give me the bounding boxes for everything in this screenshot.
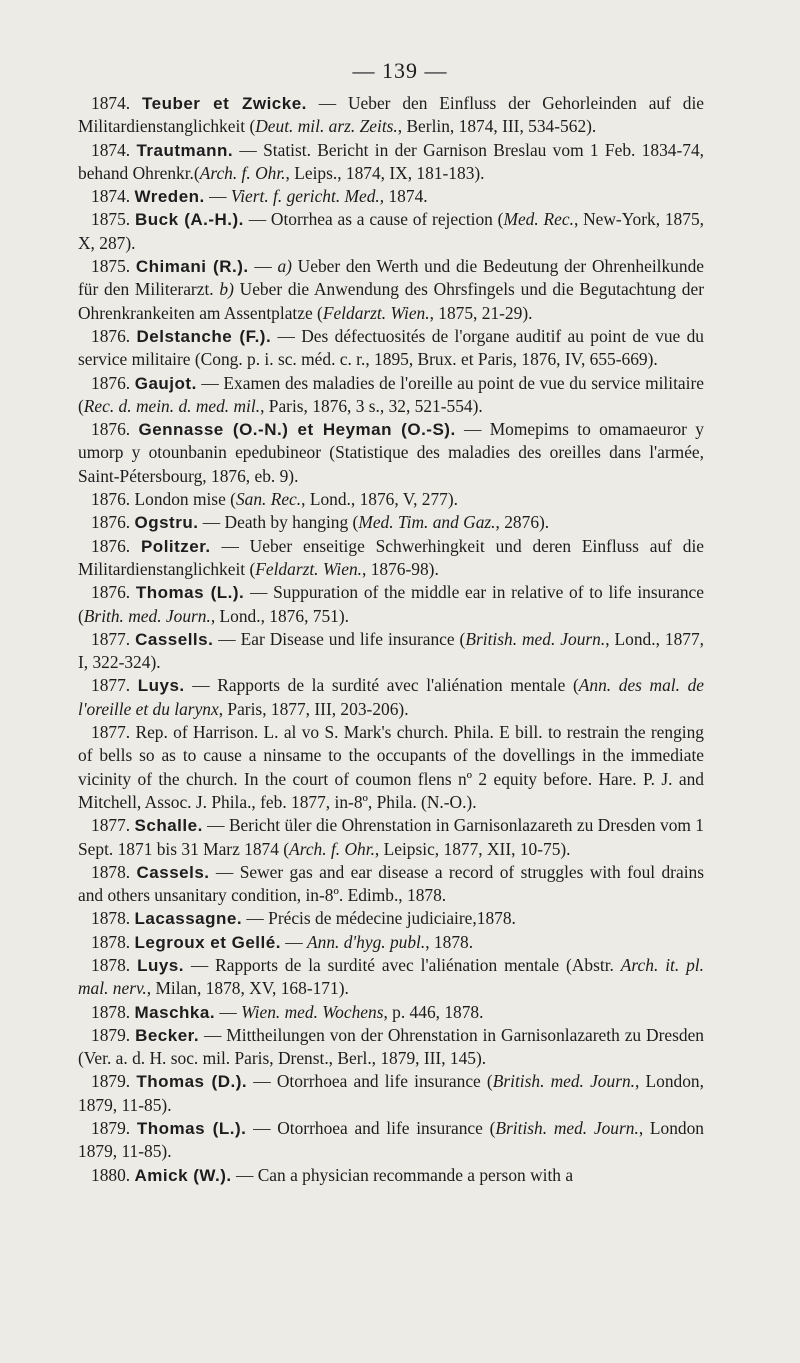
entry-journal-title: British. med. Journ. <box>465 628 606 649</box>
entry-journal-title: b) <box>219 279 234 300</box>
entry-journal-title: Feldarzt. Wien. <box>255 558 362 579</box>
entry-author: Politzer. <box>140 536 211 556</box>
bibliography-entry <box>78 488 704 511</box>
entry-author: Cassells. <box>135 629 214 649</box>
bibliography-entry <box>78 628 704 675</box>
entry-year: 1874. <box>91 186 131 207</box>
entry-text: — Momepims to omamaeuror y umorp y otounbanin epedubineor (Statistique des maladies des oreilles dans l'armée, Saint-Pétersbourg, 1876, eb. 9). <box>78 419 704 486</box>
entry-year: 1879. <box>91 1118 131 1139</box>
entry-year: 1878. <box>91 954 131 975</box>
entry-year: 1876. <box>91 582 131 603</box>
entry-journal-title: Ann. d'hyg. publ. <box>307 931 426 952</box>
entry-year: 1879. <box>91 1071 131 1092</box>
bibliography-entry <box>78 92 704 139</box>
entry-author: Thomas (D.). <box>136 1072 248 1092</box>
entry-text: , London 1879, 11-85). <box>78 1118 704 1162</box>
entry-text: , Milan, 1878, XV, 168-171). <box>146 978 349 999</box>
bibliography-entry <box>78 581 704 628</box>
bibliography-entry <box>78 907 704 930</box>
entry-journal-title: a) <box>277 256 292 277</box>
page-number: — 139 — <box>352 58 448 83</box>
entry-text: , London, 1879, 11-85). <box>78 1071 704 1115</box>
entry-text: — <box>204 186 231 207</box>
entry-year: 1876. <box>91 419 131 440</box>
entry-text: — Ear Disease und life insurance ( <box>213 628 466 649</box>
entry-author: Becker. <box>135 1025 200 1045</box>
entry-journal-title: Arch. it. pl. mal. nerv. <box>78 954 704 999</box>
entry-author: Delstanche (F.). <box>136 326 272 346</box>
entry-text: , Paris, 1876, 3 s., 32, 521-554). <box>260 395 483 416</box>
entry-journal-title: Deut. mil. arz. Zeits. <box>255 116 398 137</box>
entry-year: 1874. <box>91 93 131 113</box>
entry-text: , 1876-98). <box>362 558 439 579</box>
entry-year: 1876. <box>91 372 131 393</box>
entry-author: Gaujot. <box>134 373 197 393</box>
entry-year: 1877. <box>91 675 131 696</box>
bibliography-entry <box>78 1070 704 1117</box>
entry-text: — Otorrhoea and life insurance ( <box>247 1071 493 1092</box>
entry-year: 1878. <box>91 908 131 929</box>
entry-year: 1877. <box>91 722 131 743</box>
entry-author: Buck (A.-H.). <box>134 210 244 230</box>
entry-journal-title: British. med. Journ. <box>492 1071 635 1092</box>
bibliography-entry <box>78 721 704 814</box>
entry-year: 1878. <box>91 861 131 882</box>
entry-author: Trautmann. <box>136 140 234 160</box>
entry-year: 1877. <box>91 815 131 836</box>
entry-journal-title: San. Rec. <box>235 489 302 510</box>
entry-year: 1880. <box>91 1164 131 1185</box>
entry-text: — Can a physician recommande a person with a <box>231 1164 574 1185</box>
entry-year: 1876. <box>91 325 131 346</box>
entry-text: , 1875, 21-29). <box>429 302 533 323</box>
entry-text: — Rapports de la surdité avec l'aliénation mentale (Abstr. <box>183 954 621 975</box>
entry-journal-title: Feldarzt. Wien. <box>322 302 430 323</box>
entry-text: — Otorrhoea and life insurance ( <box>246 1118 496 1139</box>
entry-text: , Lond., 1876, V, 277). <box>301 489 458 510</box>
entry-year: 1876. <box>91 512 131 533</box>
entry-year: 1876. <box>91 535 131 556</box>
entry-text: — Suppuration of the middle ear in relative of to life insurance ( <box>78 582 704 626</box>
bibliography-entry <box>78 954 704 1001</box>
entry-journal-title: Arch. f. Ohr. <box>199 162 286 183</box>
entry-journal-title: Viert. f. gericht. Med. <box>230 186 380 207</box>
bibliography-entry <box>78 1164 704 1187</box>
entry-year: 1874. <box>91 139 131 160</box>
bibliography-entry <box>78 674 704 721</box>
entry-author: Maschka. <box>134 1002 216 1022</box>
bibliography-entry <box>78 139 704 186</box>
entry-author: Amick (W.). <box>134 1165 232 1185</box>
entry-text: , 1878. <box>425 931 474 952</box>
entry-text: — Bericht üler die Ohrenstation in Garnisonlazareth zu Dresden vom 1 Sept. 1871 bis 31 Marz 1874 ( <box>78 815 704 859</box>
entry-text: London mise ( <box>134 489 236 510</box>
entry-text: — Mittheilungen von der Ohrenstation in Garnisonlazareth zu Dresden (Ver. a. d. H. soc. mil. Paris, Drenst., Berl., 1879, III, 145). <box>78 1024 704 1069</box>
entry-author: Luys. <box>137 676 185 696</box>
entry-author: Gennasse (O.-N.) et Heyman (O.-S). <box>138 420 456 440</box>
entry-text: — Examen des maladies de l'oreille au point de vue du service militaire ( <box>78 372 704 416</box>
entry-year: 1876. <box>91 489 131 510</box>
bibliography-entry <box>78 208 704 255</box>
entry-author: Cassels. <box>136 862 210 882</box>
entry-text: — Précis de médecine judiciaire,1878. <box>242 908 516 929</box>
entry-journal-title: British. med. Journ. <box>495 1118 639 1139</box>
entry-author: Lacassagne. <box>134 909 243 929</box>
entry-text: — <box>248 256 278 277</box>
entry-text: , p. 446, 1878. <box>383 1001 484 1022</box>
entry-text: , Berlin, 1874, III, 534-562). <box>397 116 597 137</box>
bibliography-entry <box>78 861 704 908</box>
entry-text: — Ueber enseitige Schwerhingkeit und deren Einfluss auf die Militardienstanglichkeit ( <box>78 535 704 579</box>
bibliography-entry <box>78 185 704 208</box>
entry-text: , Leipsic, 1877, XII, 10-75). <box>374 838 571 859</box>
entry-year: 1875. <box>91 256 131 277</box>
entry-journal-title: Brith. med. Journ. <box>83 605 211 626</box>
entry-text: , Lond., 1876, 751). <box>210 605 349 626</box>
entry-year: 1879. <box>91 1024 131 1045</box>
entry-text: , 1874. <box>379 186 428 207</box>
entry-text: — Des défectuosités de l'organe auditif au point de vue du service militaire (Cong. p. i. sc. méd. c. r., 1895, Brux. et Paris, 1876, IV, 655-669). <box>78 325 704 370</box>
bibliography-entry <box>78 372 704 419</box>
entry-text: , Lond., 1877, I, 322-324). <box>78 628 704 673</box>
bibliography-entry <box>78 931 704 954</box>
entry-author: Chimani (R.). <box>135 257 249 277</box>
entry-author: Thomas (L.). <box>135 583 245 603</box>
bibliography-entry <box>78 255 704 325</box>
entry-text: — <box>215 1001 242 1022</box>
entry-text: — Statist. Bericht in der Garnison Breslau vom 1 Feb. 1834-74, behand Ohrenkr.( <box>78 139 704 183</box>
entry-text: — Death by hanging ( <box>198 512 359 533</box>
entry-author: Schalle. <box>134 816 203 836</box>
entry-text: Ueber den Werth und die Bedeutung der Ohrenheilkunde für den Militerarzt. <box>78 256 704 300</box>
entry-year: 1875. <box>91 209 131 230</box>
entry-author: Legroux et Gellé. <box>134 932 281 952</box>
entry-text: Ueber die Anwendung des Ohrsfingels und die Begutachtung der Ohrenkrankeiten am Assentplatze ( <box>78 279 704 323</box>
entry-journal-title: Rec. d. mein. d. med. mil. <box>83 395 261 416</box>
bibliography-list <box>78 92 704 1187</box>
bibliography-entry <box>78 418 704 488</box>
bibliography-entry <box>78 814 704 861</box>
bibliography-entry <box>78 535 704 582</box>
entry-author: Luys. <box>137 955 184 975</box>
entry-journal-title: Med. Rec. <box>503 209 574 230</box>
bibliography-entry <box>78 1117 704 1164</box>
entry-text: , Paris, 1877, III, 203-206). <box>218 698 409 719</box>
entry-author: Thomas (L.). <box>136 1119 247 1139</box>
entry-year: 1877. <box>91 628 131 649</box>
bibliography-entry <box>78 511 704 534</box>
entry-text: — <box>280 931 308 952</box>
entry-text: — Sewer gas and ear disease a record of struggles with foul drains and others unsanitary condition, in-8º. Edimb., 1878. <box>78 861 704 906</box>
entry-text: — Ueber den Einfluss der Gehorleinden auf die Militardienstanglichkeit ( <box>78 93 704 137</box>
bibliography-entry <box>78 1024 704 1071</box>
entry-text: , 2876). <box>495 512 550 533</box>
entry-text: — Otorrhea as a cause of rejection ( <box>243 209 504 230</box>
entry-text: — Rapports de la surdité avec l'aliénation mentale ( <box>184 675 579 696</box>
bibliography-entry <box>78 1001 704 1024</box>
entry-author: Teuber et Zwicke. <box>142 94 307 113</box>
entry-author: Wreden. <box>134 187 205 207</box>
bibliography-entry <box>78 325 704 372</box>
entry-journal-title: Arch. f. Ohr. <box>289 838 375 859</box>
entry-text: , Leips., 1874, IX, 181-183). <box>285 162 485 183</box>
entry-journal-title: Ann. des mal. de l'oreille et du larynx <box>78 675 704 719</box>
entry-text: , New-York, 1875, X, 287). <box>78 209 704 253</box>
entry-year: 1878. <box>91 1001 131 1022</box>
entry-journal-title: Med. Tim. and Gaz. <box>358 512 496 533</box>
entry-author: Ogstru. <box>134 513 199 533</box>
entry-year: 1878. <box>91 931 131 952</box>
entry-journal-title: Wien. med. Wochens <box>241 1001 384 1022</box>
entry-text: Rep. of Harrison. L. al vo S. Mark's church. Phila. E bill. to restrain the renging of bells so as to cause a ninsame to the occupants of the dovellings in the immediate vicinity of the church. In the court of coumon flens nº 2 equity before. Hare. P. J. and Mitchell, Assoc. J. Phila., feb. 1877, in-8º, Phila. (N.-O.). <box>78 722 704 812</box>
